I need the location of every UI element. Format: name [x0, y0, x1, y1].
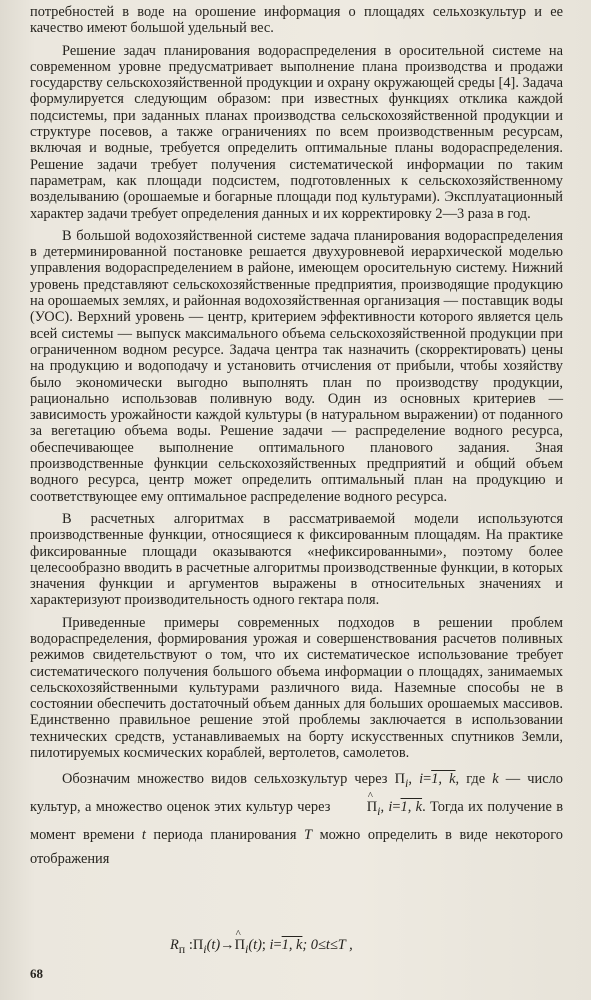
paragraph-3: В большой водохозяйственной системе задача планирования водораспределения в детерминированной постановке решается двухуровневой иерархической моделью управления водораспределением в районе, имеющем оросительную систему. Нижний уровень представляют сельскохозяйственные предприятия, производящие продукцию на орошаемых землях, и районная водохозяйственная организация — поставщик воды (УОС). Верхний уровень — центр, критерием эффективности которого является цель всей системы — выпуск максимального объема сельскохозяйственной продукции при ограниченном водном ресурсе. Задача центра так назначить (скорректировать) цены на продукцию и водоподачу и установить отчисления от прибыли, чтобы хозяйству было экономически выгодно выполнять план по производству продукции, рационально использовав поливную воду. Один из основных критериев — зависимость урожайности каждой культуры (в натуральном выражении) от поданного за вегетацию объема воды. Решение задачи — распределение водного ресурса, обеспечивающее выполнение оптимального планового задания. Зная производственные функции сельскохозяйственных предприятий и общий объем водного ресурса, центр может определить оптимальный план на продукцию и соответствующее ему оптимальное распределение водного ресурса.	[30, 227, 563, 505]
formula-pi-hat: ^ Π	[235, 936, 245, 954]
paragraph-4: В расчетных алгоритмах в рассматриваемой модели используются производственные функции, относящиеся к фиксированным площадям. На практике фиксированные площади оказываются «нефиксированными», поэтому более целесообразно вводить в расчетные алгоритмы производственные функции, в которых значения функции и аргументов выражены в относительных значениях и характеризуют производительность одного гектара поля.	[30, 510, 563, 609]
paragraph-math: Обозначим множество видов сельхозкультур через $\Pi_i$, i=1, k, где k — число культур, а множество оценок этих культур через ^ $\Pi_i$, i=1, k. Тогда их получение в момент времени t периода планирования T можно определить в виде некоторого отображения	[30, 767, 563, 871]
paragraph-2: Решение задач планирования водораспределения в оросительной системе на современном уровне предусматривает выполнение плана производства и продажи государству сельскохозяйственной продукции и охрану окружающей среды [4]. Задача формулируется следующим образом: при известных функциях отклика каждой подсистемы, при заданных планах производства сельскохозяйственной продукции и структуре посевов, а также ограничениях по всем производственным ресурсам, включая и водные, требуется определить оптимальные планы водораспределения. Решение задачи требует получения систематической информации по таким параметрам, как площади подсистем, подготовленных к сельскохозяйственному возделыванию (орошаемые и богарные площади под культурами). Эксплуатационный характер задачи требует определения данных и их корректировку 2—3 раза в год.	[30, 42, 563, 222]
paragraph-1: потребностей в воде на орошение информация о площадях сельхозкультур и ее качество имеют большой удельный вес.	[30, 4, 563, 37]
pi-hat-symbol: ^ Π	[335, 795, 377, 819]
paragraph-5: Приведенные примеры современных подходов в решении проблем водораспределения, формирования урожая и совершенствования расчетов поливных режимов свидетельствуют о том, что их систематическое использование требует систематического получения большого объема информации о площадях, занимаемых сельскохозяйственными культурами различного вида. Наземные способы не в состоянии обеспечить достаточный объем данных для больших орошаемых массивов. Единственно правильное решение этой проблемы заключается в использовании технических средств, устанавливаемых на борту искусственных спутников Земли, пилотируемых космических кораблей, вертолетов, самолетов.	[30, 614, 563, 762]
pi-symbol: $\Pi_i$	[394, 771, 409, 791]
text-column	[30, 4, 563, 877]
page-number: 68	[30, 966, 43, 981]
mapping-formula: $R_п$ $:\Pi_i(t)\to\^{}$ $\Pi_i(t)$; i=1, k; 0≤t≤T ,	[170, 936, 470, 958]
